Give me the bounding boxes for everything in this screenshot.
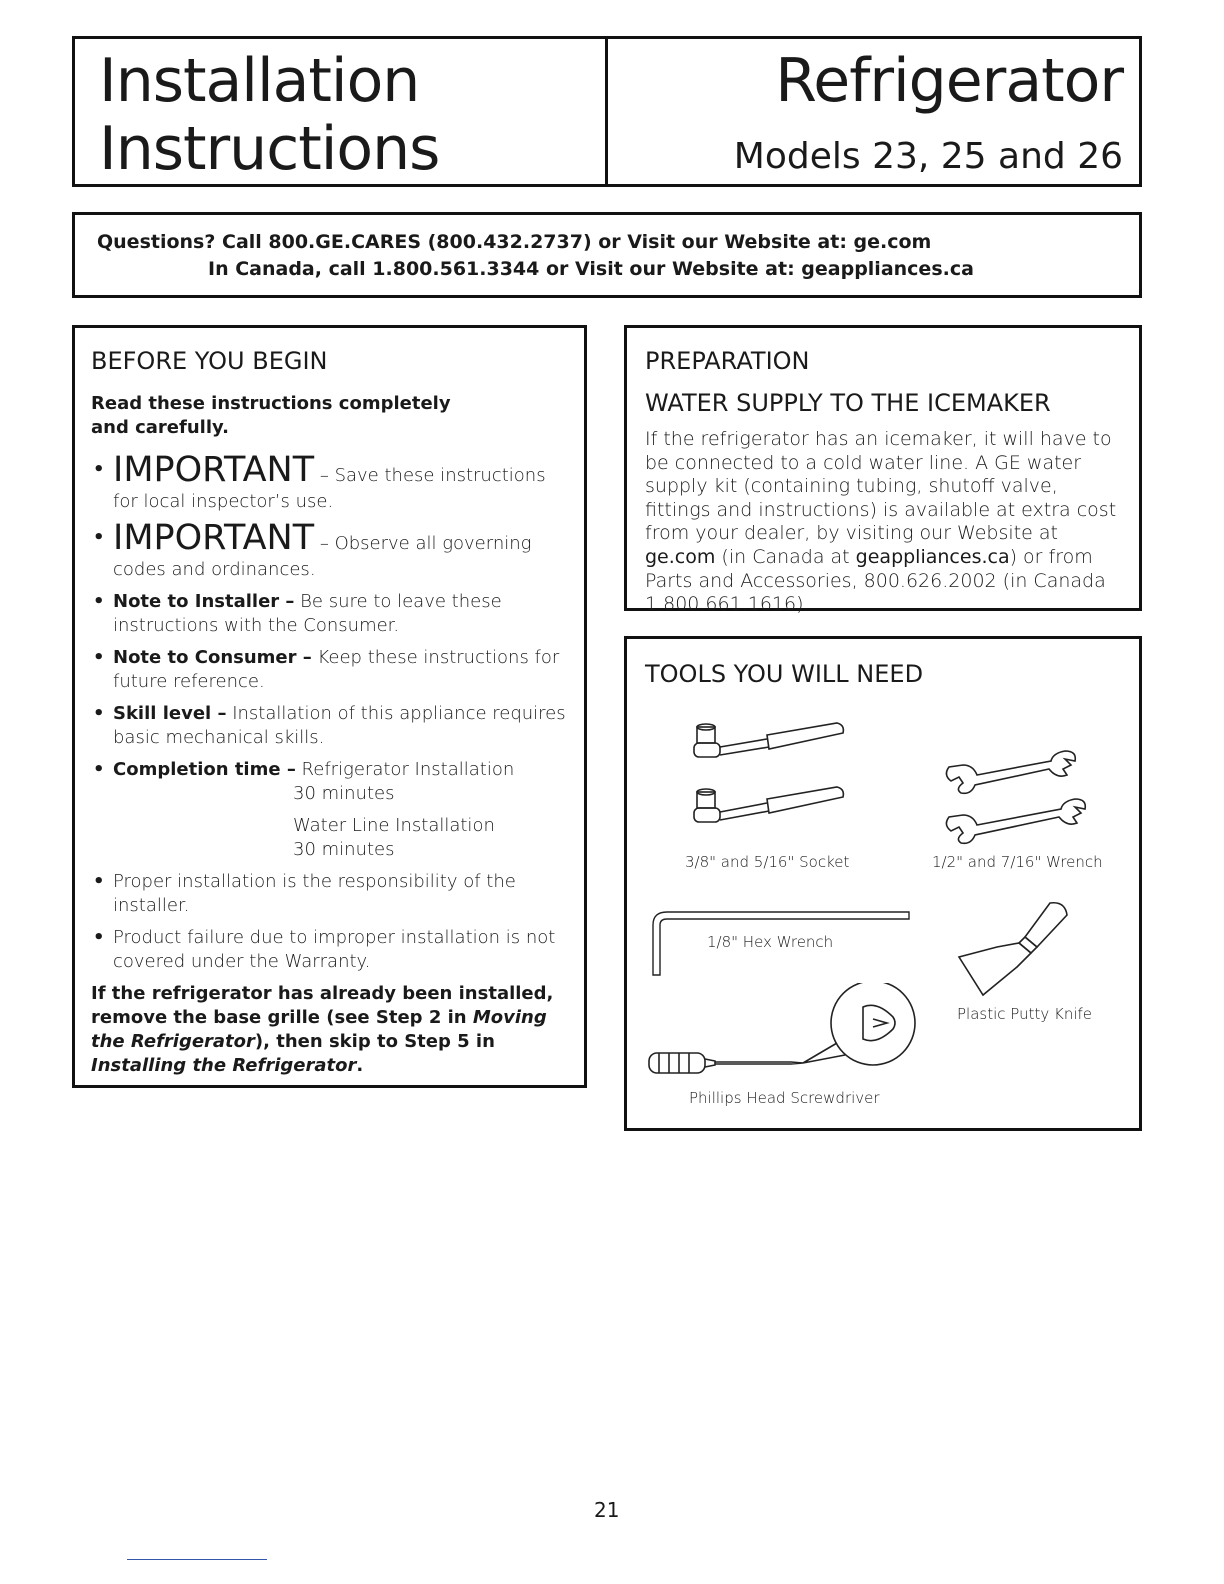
wrench-label: 1/2" and 7/16" Wrench [932, 853, 1103, 871]
title-line-1: Installation [99, 46, 420, 116]
product-title: Refrigerator [775, 46, 1123, 116]
list-item: • Skill level – Installation of this appliance requires basic mechanical skills. [91, 702, 571, 750]
list-item: • Completion time – Refrigerator Installation 30 minutes Water Line Installation 30 minutes [91, 758, 571, 862]
title-line-2: Instructions [99, 114, 440, 184]
important-label: IMPORTANT [113, 450, 315, 490]
section-title-before-you-begin: BEFORE YOU BEGIN [91, 347, 328, 375]
before-you-begin-content [91, 392, 571, 1078]
preparation-section [624, 325, 1142, 616]
intro-text: Read these instructions completely and carefully. [91, 393, 451, 438]
contact-box [72, 212, 1142, 298]
list-item: • IMPORTANT – Save these instructions for local inspector’s use. [91, 450, 571, 514]
footer-rule [127, 1559, 267, 1560]
list-item: • IMPORTANT – Observe all governing codes and ordinances. [91, 518, 571, 582]
title-divider [605, 39, 608, 184]
putty-knife-label: Plastic Putty Knife [957, 1005, 1092, 1023]
socket-icon [687, 717, 857, 847]
contact-line-us: Questions? Call 800.GE.CARES (800.432.2737) or Visit our Website at: ge.com [97, 231, 932, 253]
screwdriver-label: Phillips Head Screwdriver [689, 1089, 880, 1107]
contact-line-canada: In Canada, call 1.800.561.3344 or Visit our Website at: geappliances.ca [208, 258, 974, 280]
already-installed-note: If the refrigerator has already been installed, remove the base grille (see Step 2 in Moving the Refrigerator), then skip to Step 5 in Installing the Refrigerator. [91, 983, 554, 1076]
tools-section [624, 636, 1142, 1131]
important-label: IMPORTANT [113, 518, 315, 558]
before-you-begin-list [91, 450, 571, 974]
screwdriver-icon [641, 983, 921, 1083]
document-title [99, 47, 439, 183]
website-link-canada[interactable]: geappliances.ca [855, 545, 1010, 568]
section-title-preparation: PREPARATION [645, 347, 810, 375]
list-item: • Product failure due to improper installation is not covered under the Warranty. [91, 926, 571, 974]
wrench-icon [939, 747, 1099, 847]
page-number: 21 [594, 1498, 620, 1522]
website-link[interactable]: ge.com [645, 545, 716, 568]
before-you-begin-section [72, 325, 587, 1088]
list-item: • Proper installation is the responsibility of the installer. [91, 870, 571, 918]
section-subtitle-water-supply: WATER SUPPLY TO THE ICEMAKER [645, 389, 1051, 417]
list-item: • Note to Installer – Be sure to leave these instructions with the Consumer. [91, 590, 571, 638]
models-subtitle: Models 23, 25 and 26 [733, 136, 1123, 177]
putty-knife-icon [955, 897, 1075, 1007]
section-title-tools: TOOLS YOU WILL NEED [645, 660, 924, 688]
list-item: • Note to Consumer – Keep these instructions for future reference. [91, 646, 571, 694]
title-block [72, 36, 1142, 187]
socket-label: 3/8" and 5/16" Socket [685, 853, 850, 871]
hex-wrench-label: 1/8" Hex Wrench [707, 933, 834, 951]
preparation-text: If the refrigerator has an icemaker, it will have to be connected to a cold water line. A GE water supply kit (containing tubing, shutoff valve, fittings and instructions) is available at extra cost from your dealer, by visiting our Website at ge.com (in Canada at geappliances.ca) or from Parts and Accessories, 800.626.2002 (in Canada 1.800.661.1616). [645, 428, 1117, 616]
